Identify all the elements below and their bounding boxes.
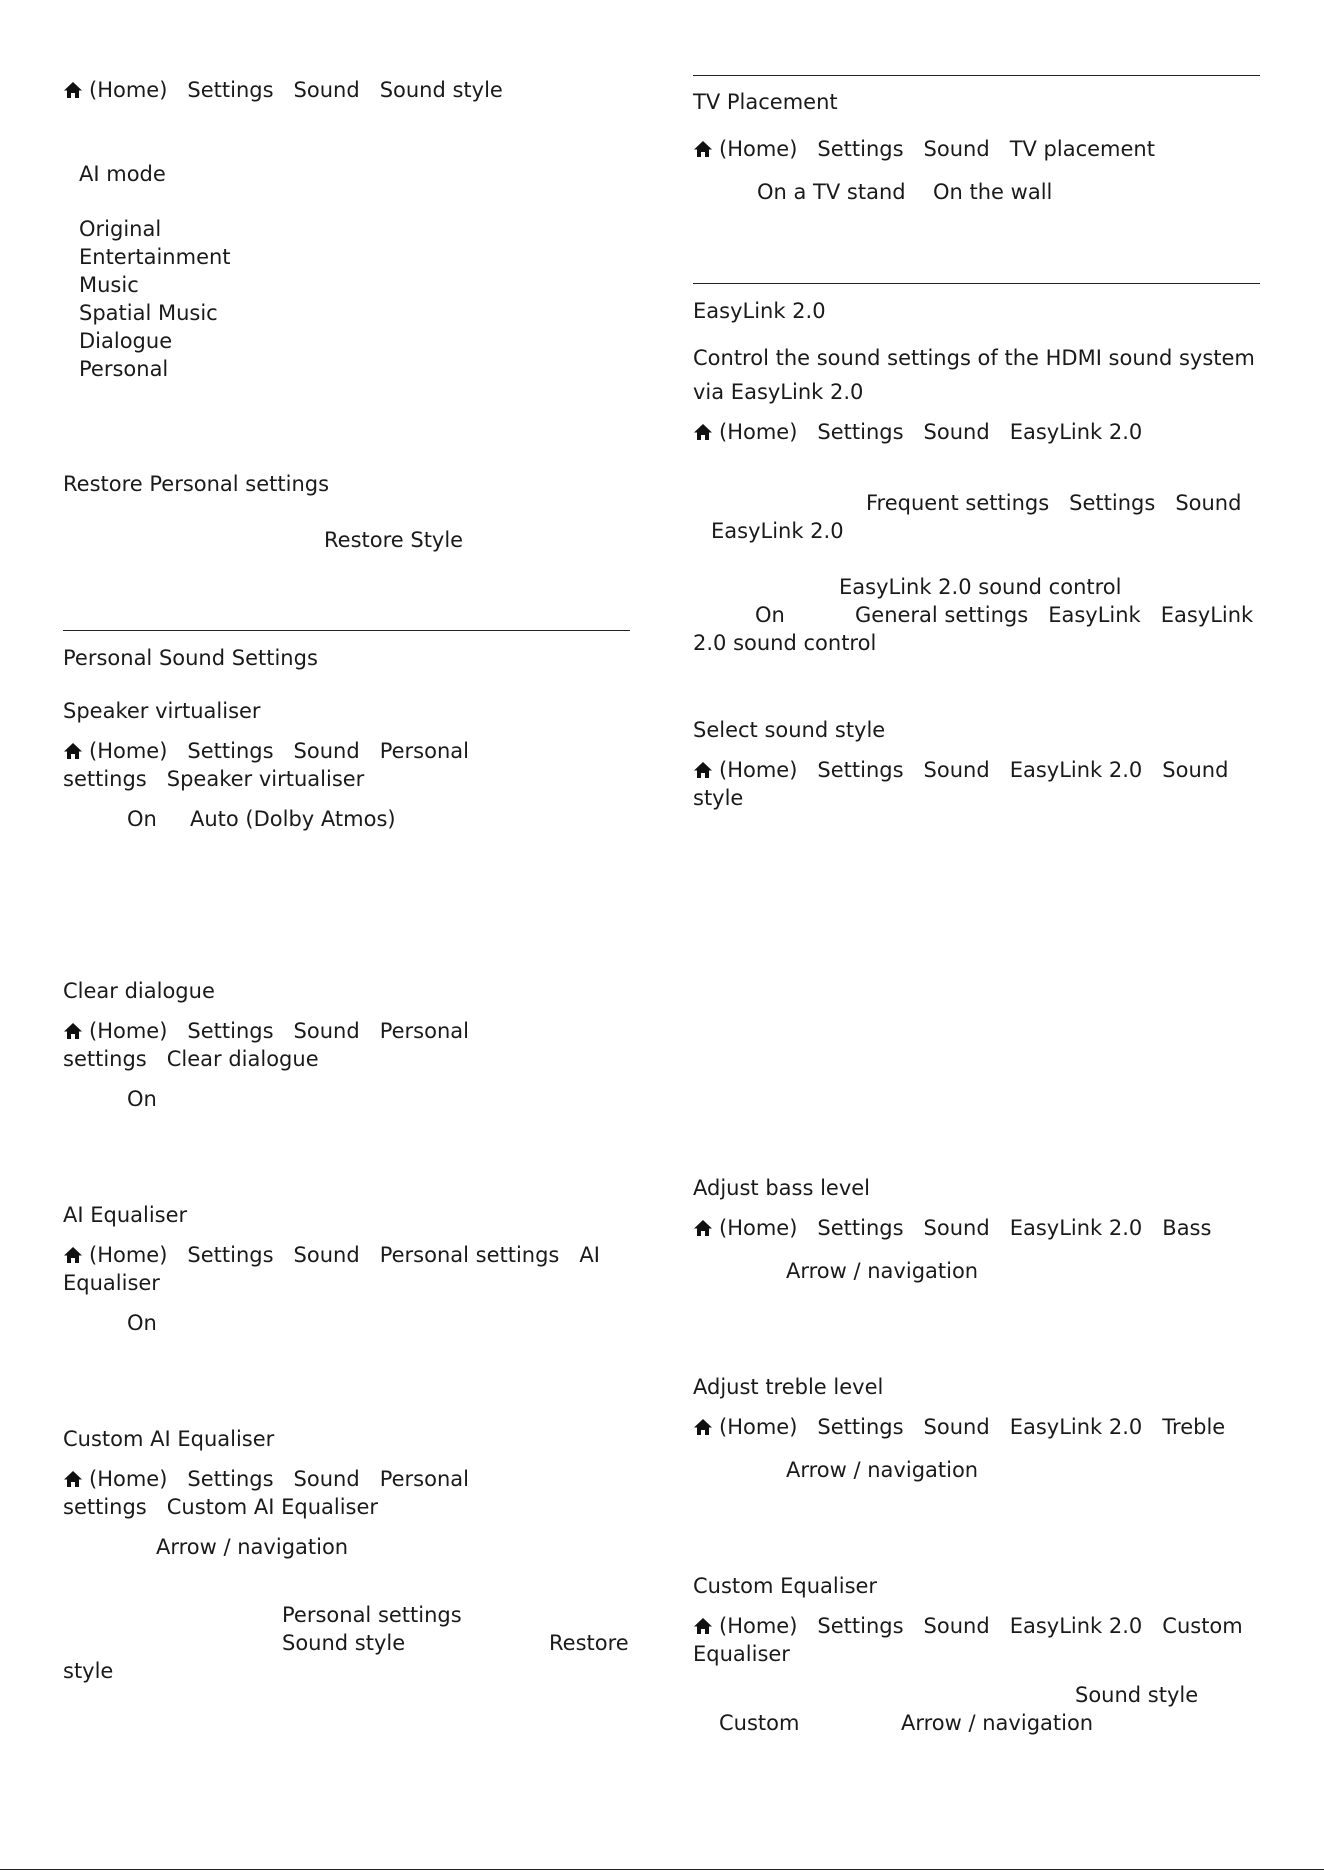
note-restore: Restore: [549, 1631, 629, 1655]
style-spatial-music: Spatial Music: [79, 301, 218, 325]
easylink-frequent-end: EasyLink 2.0: [711, 519, 844, 543]
custom-ai-equaliser-title: Custom AI Equaliser: [63, 1427, 275, 1451]
treble-path: (Home) Settings Sound EasyLink 2.0 Treble: [693, 1413, 1225, 1441]
easylink-desc: Control the sound settings of the HDMI sound system: [693, 346, 1255, 370]
ai-mode-label: AI mode: [79, 162, 166, 186]
home-icon: [693, 423, 713, 441]
easylink-desc-cont: via EasyLink 2.0: [693, 380, 864, 404]
easylink-path: (Home) Settings Sound EasyLink 2.0: [693, 418, 1142, 446]
style-entertainment: Entertainment: [79, 245, 231, 269]
divider-personal: [63, 630, 630, 631]
custom-ai-equaliser-path: (Home) Settings Sound Personal: [63, 1465, 469, 1493]
select-sound-style-title: Select sound style: [693, 718, 886, 742]
custom-equaliser-custom: Custom: [719, 1711, 800, 1735]
restore-style-label: Restore Style: [324, 528, 464, 552]
note-personal-settings: Personal settings: [282, 1603, 462, 1627]
custom-equaliser-title: Custom Equaliser: [693, 1574, 878, 1598]
home-icon: [63, 1022, 83, 1040]
clear-dialogue-path: (Home) Settings Sound Personal: [63, 1017, 469, 1045]
restore-personal-title: Restore Personal settings: [63, 472, 330, 496]
path-sound-style: (Home) Settings Sound Sound style: [63, 76, 503, 104]
home-icon: [693, 1617, 713, 1635]
style-original: Original: [79, 217, 162, 241]
easylink-control-end: 2.0 sound control: [693, 631, 877, 655]
bass-title: Adjust bass level: [693, 1176, 871, 1200]
clear-dialogue-title: Clear dialogue: [63, 979, 215, 1003]
select-sound-style-path-cont: style: [693, 786, 744, 810]
custom-equaliser-nav: Arrow / navigation: [901, 1711, 1094, 1735]
tv-placement-opt-stand: On a TV stand: [757, 180, 906, 204]
custom-ai-equaliser-nav: Arrow / navigation: [156, 1535, 349, 1559]
note-sound-style: Sound style: [282, 1631, 406, 1655]
home-icon: [63, 1246, 83, 1264]
page-bottom-rule: [0, 1869, 1324, 1870]
treble-title: Adjust treble level: [693, 1375, 884, 1399]
bass-path: (Home) Settings Sound EasyLink 2.0 Bass: [693, 1214, 1211, 1242]
personal-sound-settings-title: Personal Sound Settings: [63, 646, 318, 670]
speaker-virtualiser-path-cont: settings Speaker virtualiser: [63, 767, 365, 791]
divider-easylink: [693, 283, 1260, 284]
select-sound-style-path: (Home) Settings Sound EasyLink 2.0 Sound: [693, 756, 1228, 784]
style-personal: Personal: [79, 357, 169, 381]
clear-dialogue-path-cont: settings Clear dialogue: [63, 1047, 319, 1071]
easylink-on: On: [755, 603, 785, 627]
style-dialogue: Dialogue: [79, 329, 173, 353]
speaker-virtualiser-title: Speaker virtualiser: [63, 699, 261, 723]
speaker-opt-auto: Auto (Dolby Atmos): [190, 807, 396, 831]
divider-tv-placement: [693, 75, 1260, 76]
ai-equaliser-opt-on: On: [127, 1311, 157, 1335]
home-icon: [693, 140, 713, 158]
ai-equaliser-path-cont: Equaliser: [63, 1271, 160, 1295]
ai-equaliser-title: AI Equaliser: [63, 1203, 188, 1227]
home-icon: [693, 1219, 713, 1237]
ai-equaliser-path: (Home) Settings Sound Personal settings AI: [63, 1241, 600, 1269]
custom-equaliser-path: (Home) Settings Sound EasyLink 2.0 Custom: [693, 1612, 1243, 1640]
easylink-general-path: General settings EasyLink EasyLink: [855, 603, 1254, 627]
note-style: style: [63, 1659, 114, 1683]
easylink-frequent: Frequent settings Settings Sound: [866, 491, 1242, 515]
bass-nav: Arrow / navigation: [786, 1259, 979, 1283]
tv-placement-path: (Home) Settings Sound TV placement: [693, 135, 1155, 163]
custom-equaliser-path-cont: Equaliser: [693, 1642, 790, 1666]
easylink-sound-control: EasyLink 2.0 sound control: [839, 575, 1122, 599]
treble-nav: Arrow / navigation: [786, 1458, 979, 1482]
speaker-virtualiser-path: (Home) Settings Sound Personal: [63, 737, 469, 765]
home-icon: [693, 761, 713, 779]
speaker-opt-on: On: [127, 807, 157, 831]
tv-placement-opt-wall: On the wall: [933, 180, 1053, 204]
home-icon: [63, 1470, 83, 1488]
home-icon: [63, 81, 83, 99]
custom-ai-equaliser-path-cont: settings Custom AI Equaliser: [63, 1495, 379, 1519]
tv-placement-title: TV Placement: [693, 90, 838, 114]
style-music: Music: [79, 273, 139, 297]
home-icon: [63, 742, 83, 760]
clear-dialogue-opt-on: On: [127, 1087, 157, 1111]
custom-equaliser-sound-style: Sound style: [1075, 1683, 1199, 1707]
easylink-title: EasyLink 2.0: [693, 299, 826, 323]
home-icon: [693, 1418, 713, 1436]
